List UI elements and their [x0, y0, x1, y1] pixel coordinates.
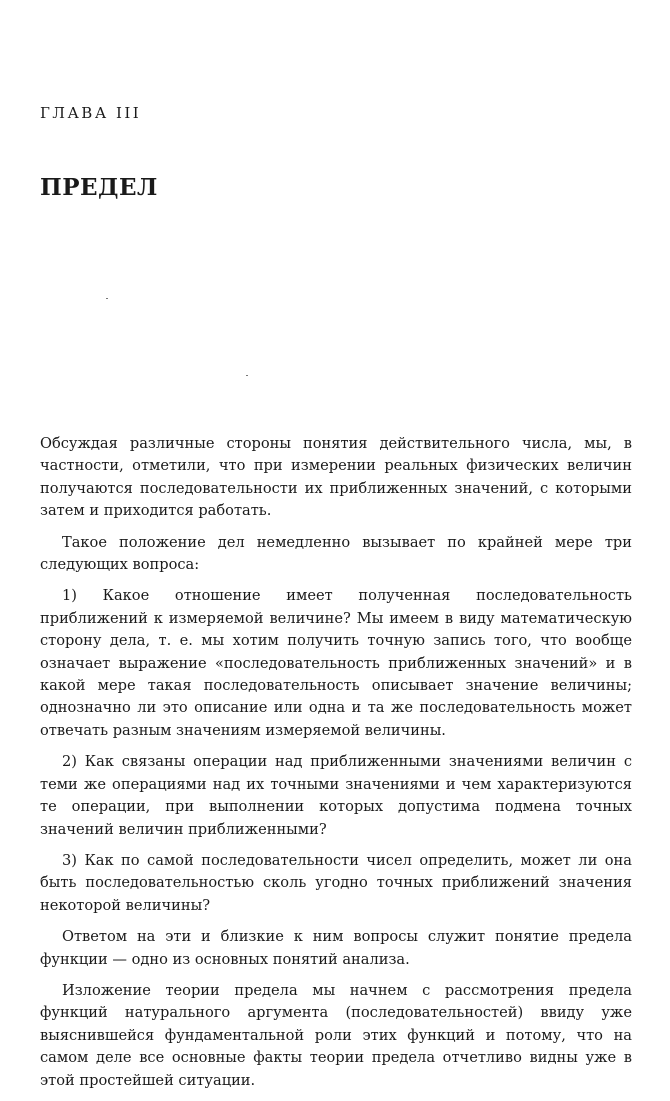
body-text — [40, 433, 632, 1101]
scan-speck — [106, 298, 108, 299]
chapter-label: ГЛАВА III — [40, 104, 142, 122]
scan-speck — [246, 375, 248, 376]
paragraph-answer: Ответом на эти и близкие к ним вопросы служит понятие предела функции — одно из основных понятий анализа. — [40, 928, 632, 968]
chapter-title: ПРЕДЕЛ — [40, 174, 158, 201]
paragraph-questions-lead: Такое положение дел немедленно вызывает по крайней мере три следующих вопроса: — [40, 533, 632, 574]
paragraph-intro: Обсуждая различные стороны понятия действительного числа, мы, в частности, отметили, что при измерении реальных физических величин получаются последовательности их приближенных значений, с которыми затем и приходится работать. — [40, 435, 632, 520]
paragraph-question-3: 3) Как по самой последовательности чисел определить, может ли она быть последовательностью сколь угодно точных приближений значения некоторой величины? — [40, 851, 632, 914]
paragraph-question-2: 2) Как связаны операции над приближенными значениями величин с теми же операциями над их точными значениями и чем характеризуются те операции, при выполнении которых допустима подмена точных значений величин приближенными? — [40, 753, 632, 838]
paragraph-plan: Изложение теории предела мы начнем с рассмотрения предела функций натурального аргумента (последовательностей) ввиду уже выяснившейся фундаментальной роли этих функций и потому, что на самом деле все основные факты теории предела отчетливо видны уже в этой простейшей ситуации. — [40, 981, 632, 1089]
paragraph-question-1: 1) Какое отношение имеет полученная последовательность приближений к измеряемой величине? Мы имеем в виду математическую сторону дела, т. е. мы хотим получить точную запись того, что вообще означает выражение «последовательность приближенных значений» и в какой мере такая последовательность описывает значение величины; однозначно ли это описание или одна и та же последовательность может отвечать разным значениям измеряемой величины. — [40, 587, 632, 739]
